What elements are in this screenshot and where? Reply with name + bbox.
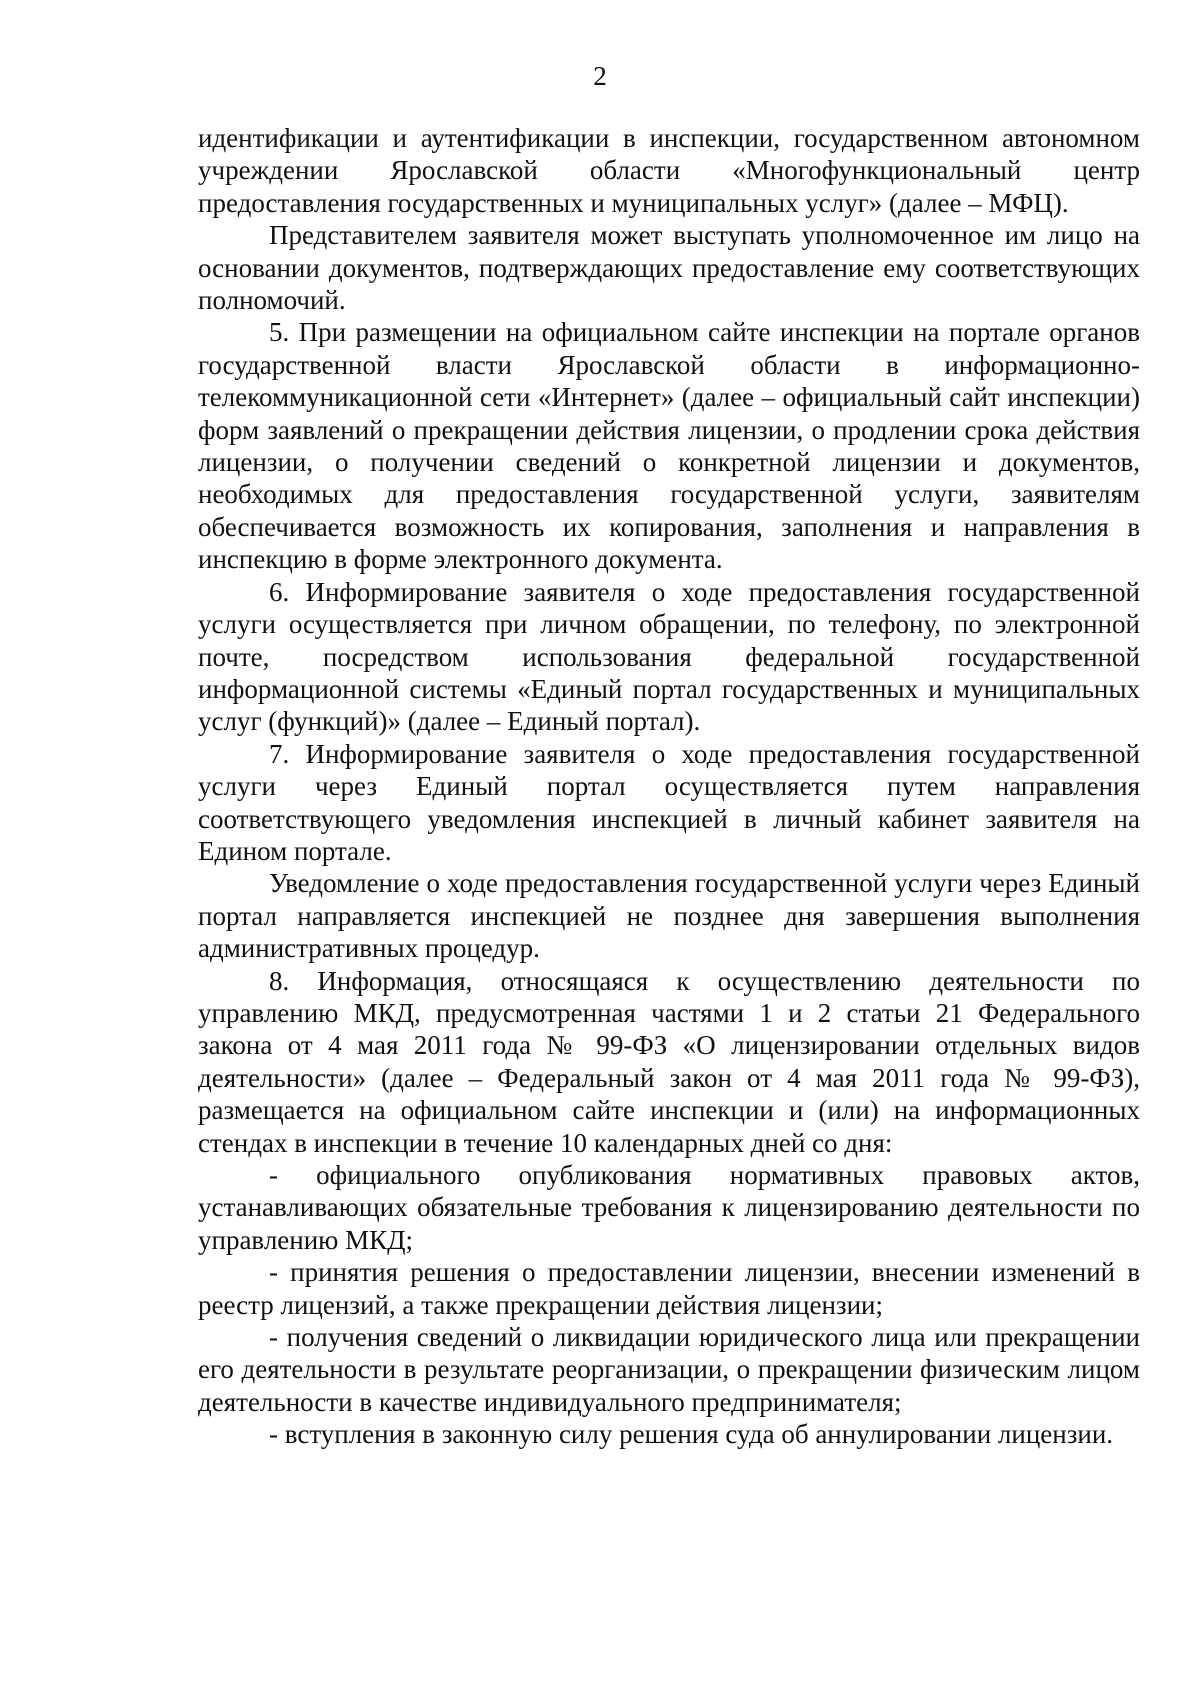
paragraph-notification: Уведомление о ходе предоставления государственной услуги через Единый портал направляется инспекцией не позднее дня завершения выполнения административных процедур. <box>198 868 1140 964</box>
paragraph-item-8: 8. Информация, относящаяся к осуществлению деятельности по управлению МКД, предусмотренная частями 1 и 2 статьи 21 Федерального закона от 4 мая 2011 года № 99-ФЗ «О лицензировании отдельных видов деятельности» (далее – Федеральный закон от 4 мая 2011 года № 99-ФЗ), размещается на официальном сайте инспекции и (или) на информационных стендах в инспекции в течение 10 календарных дней со дня: <box>198 965 1140 1158</box>
list-item-liquidation: - получения сведений о ликвидации юридического лица или прекращении его деятельности в результате реорганизации, о прекращении физическим лицом деятельности в качестве индивидуального предпринимателя; <box>198 1322 1140 1417</box>
list-item-license-decision: - принятия решения о предоставлении лицензии, внесении изменений в реестр лицензий, а также прекращении действия лицензии; <box>198 1257 1140 1320</box>
paragraph-mfc-continuation: идентификации и аутентификации в инспекции, государственном автономном учреждении Ярославской области «Многофункциональный центр предоставления государственных и муниципальных услуг» (далее – МФЦ). <box>198 123 1140 218</box>
list-item-publication: - официального опубликования нормативных правовых актов, устанавливающих обязательные требования к лицензированию деятельности по управлению МКД; <box>198 1160 1140 1255</box>
document-body <box>198 122 1140 1451</box>
paragraph-representative: Представителем заявителя может выступать уполномоченное им лицо на основании документов, подтверждающих предоставление ему соответствующих полномочий. <box>198 220 1140 316</box>
paragraph-item-6: 6. Информирование заявителя о ходе предоставления государственной услуги осуществляется при личном обращении, по телефону, по электронной почте, посредством использования федеральной государственной информационной системы «Единый портал государственных и муниципальных услуг (функций)» (далее – Единый портал). <box>198 576 1140 737</box>
paragraph-item-7: 7. Информирование заявителя о ходе предоставления государственной услуги через Единый портал осуществляется путем направления соответствующего уведомления инспекцией в личный кабинет заявителя на Едином портале. <box>198 738 1140 866</box>
list-item-court-decision: - вступления в законную силу решения суда об аннулировании лицензии. <box>269 1419 1114 1450</box>
page-number: 2 <box>593 61 607 91</box>
paragraph-item-5: 5. При размещении на официальном сайте инспекции на портале органов государственной власти Ярославской области в информационно-телекоммуникационной сети «Интернет» (далее – официальный сайт инспекции) форм заявлений о прекращении действия лицензии, о продлении срока действия лицензии, о получении сведений о конкретной лицензии и документов, необходимых для предоставления государственной услуги, заявителям обеспечивается возможность их копирования, заполнения и направления в инспекцию в форме электронного документа. <box>198 317 1140 575</box>
